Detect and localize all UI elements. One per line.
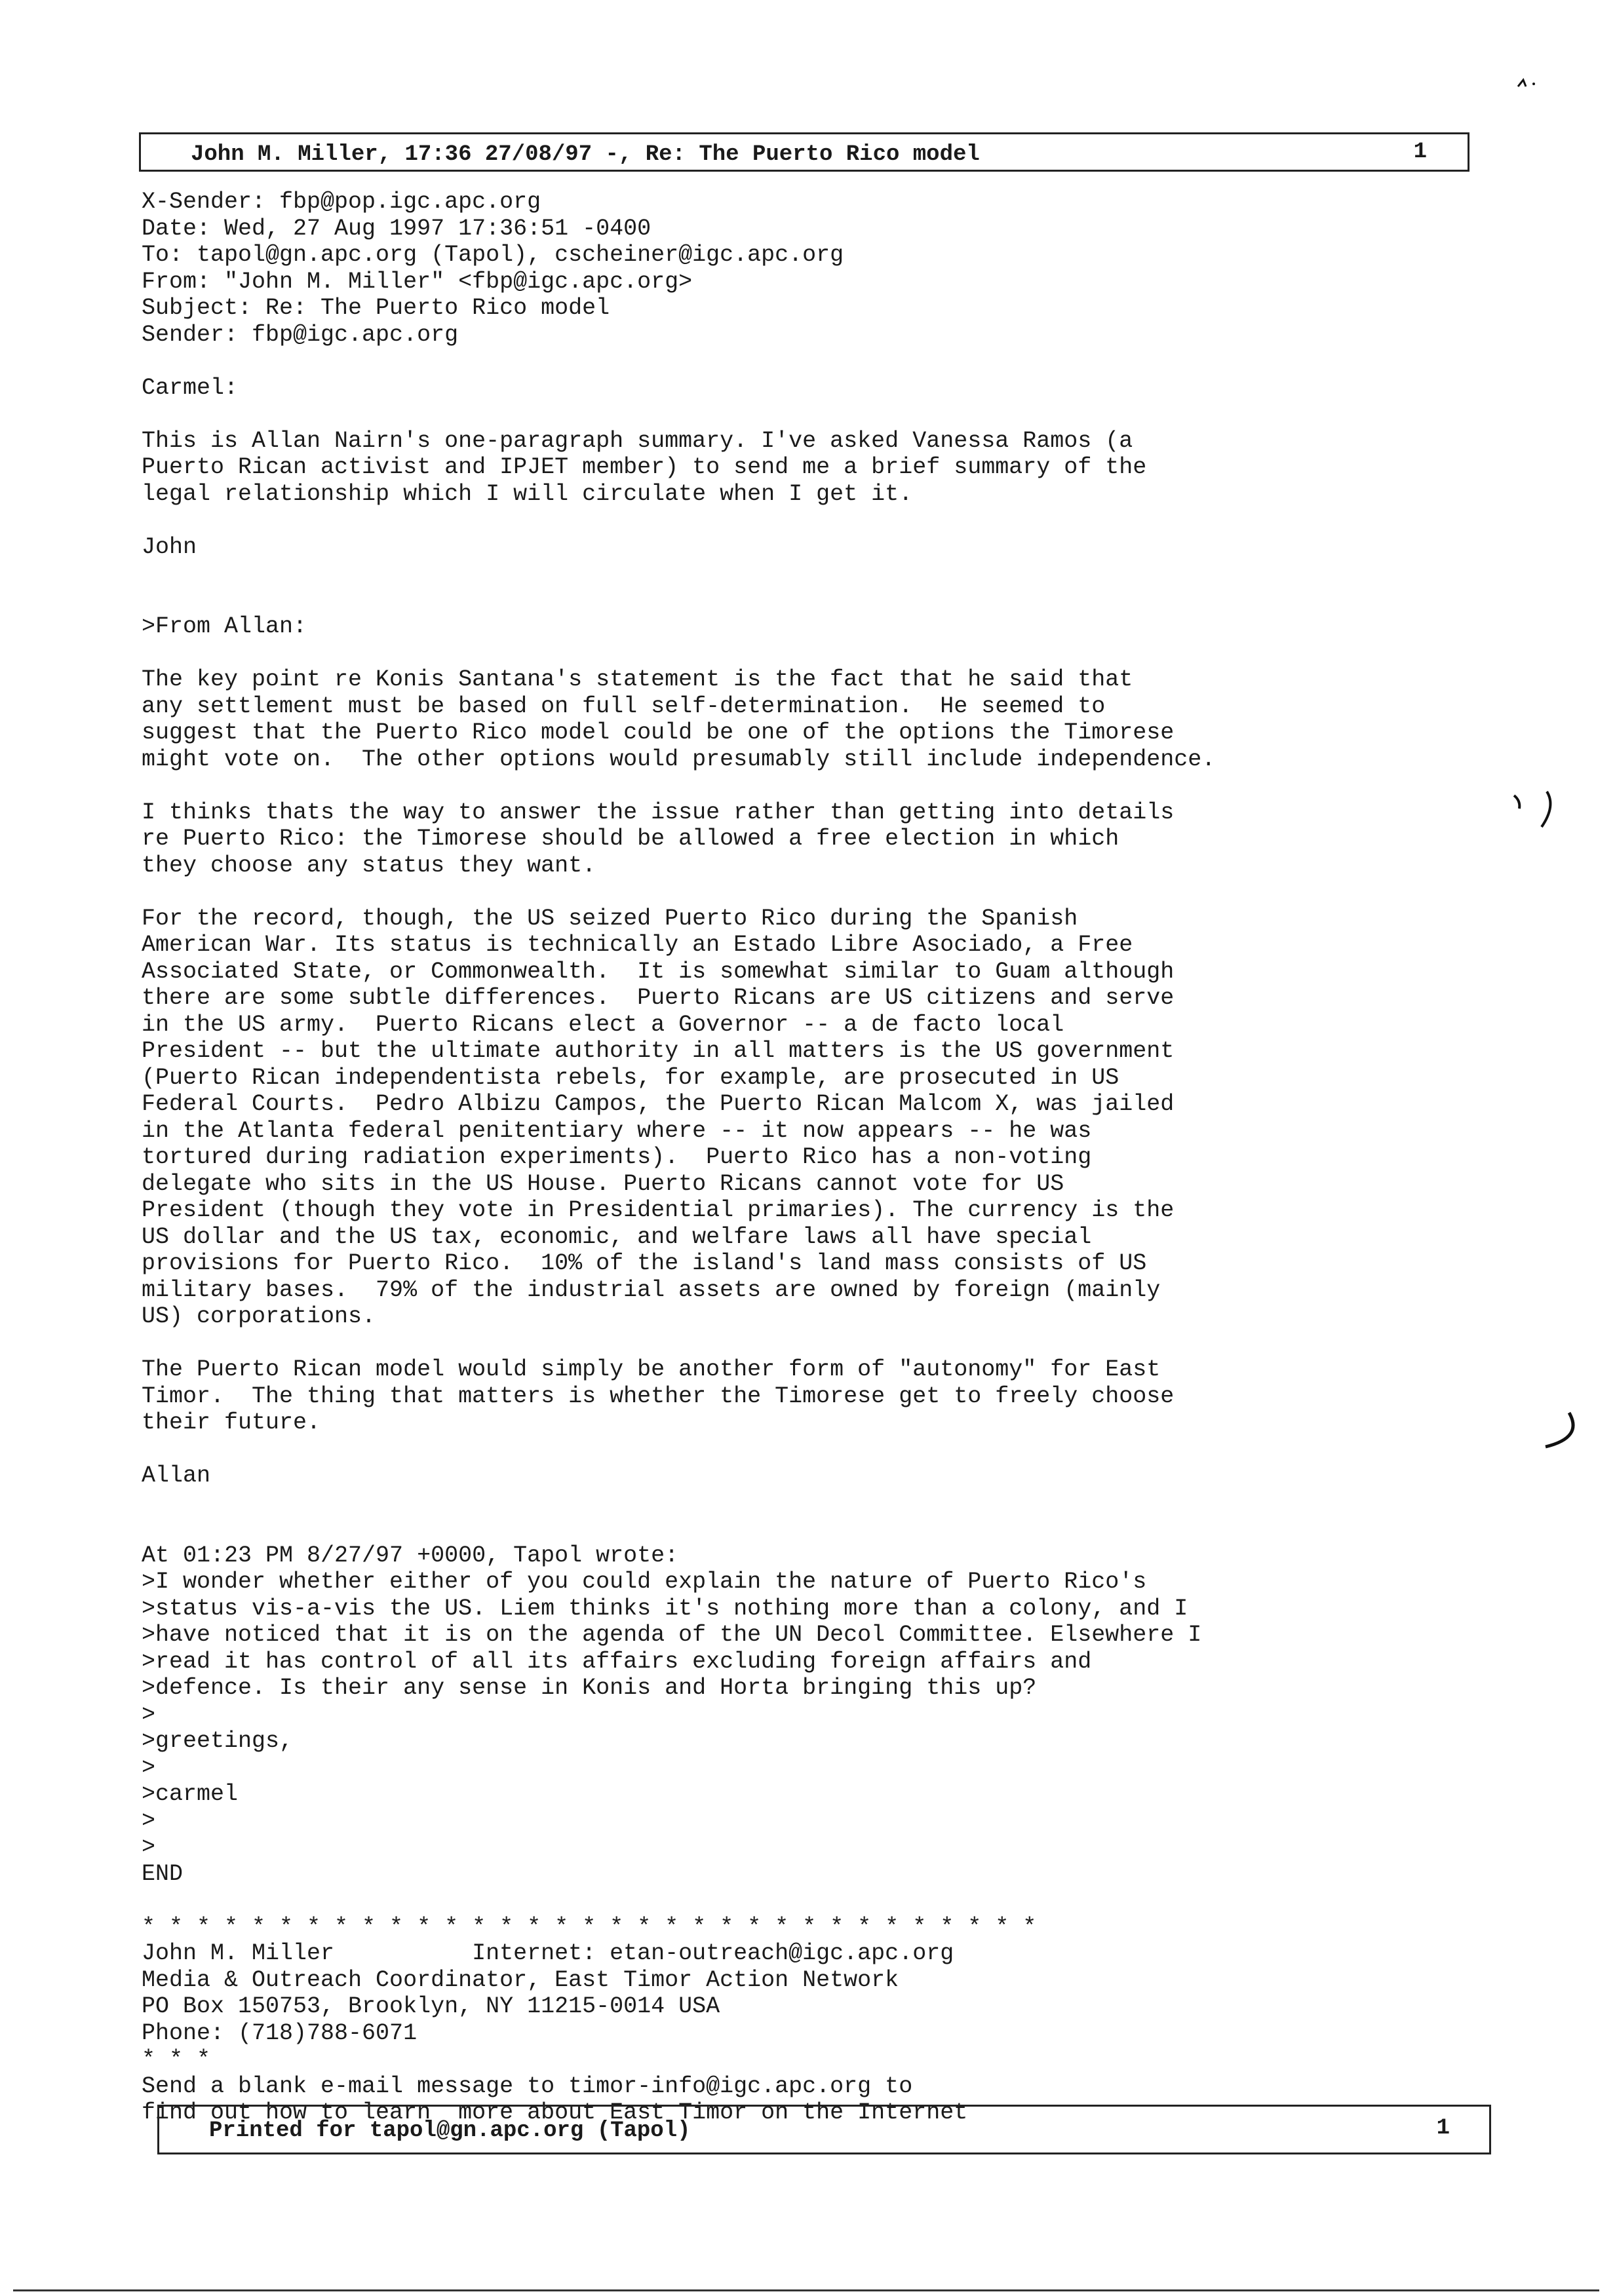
- email-line: [142, 507, 1452, 534]
- email-body: [142, 189, 1452, 2126]
- email-line: X-Sender: fbp@pop.igc.apc.org: [142, 189, 541, 215]
- email-line: Timor. The thing that matters is whether the Timorese get to freely choose: [142, 1383, 1175, 1409]
- email-line: >: [142, 1701, 156, 1728]
- email-line: I thinks thats the way to answer the issue rather than getting into details: [142, 799, 1175, 826]
- email-line: John: [142, 533, 197, 560]
- email-line: John M. Miller Internet: etan-outreach@igc.apc.org: [142, 1940, 954, 1966]
- email-line: >: [142, 1754, 156, 1781]
- email-line: [142, 1887, 1452, 1914]
- email-line: From: "John M. Miller" <fbp@igc.apc.org>: [142, 268, 693, 295]
- email-line: American War. Its status is technically an Estado Libre Asociado, a Free: [142, 932, 1133, 958]
- email-line: Puerto Rican activist and IPJET member) to send me a brief summary of the: [142, 454, 1147, 480]
- email-line: [142, 587, 1452, 614]
- email-line: their future.: [142, 1409, 321, 1436]
- email-line: US) corporations.: [142, 1303, 376, 1330]
- email-line: Media & Outreach Coordinator, East Timor Action Network: [142, 1966, 899, 1993]
- email-line: Allan: [142, 1463, 211, 1489]
- email-line: To: tapol@gn.apc.org (Tapol), cscheiner@igc.apc.org: [142, 242, 844, 268]
- email-line: [142, 1436, 1452, 1463]
- email-line: [142, 879, 1452, 906]
- bottom-edge-rule: [13, 2289, 1599, 2291]
- email-line: suggest that the Puerto Rico model could be one of the options the Timorese: [142, 719, 1175, 746]
- scan-artifact-mark: [1508, 786, 1560, 832]
- email-line: * * * * * * * * * * * * * * * * * * * * * * * * * * * * * * * * *: [142, 1913, 1037, 1940]
- email-line: in the US army. Puerto Ricans elect a Governor -- a de facto local: [142, 1011, 1064, 1038]
- print-header-title: John M. Miller, 17:36 27/08/97 -, Re: The Puerto Rico model: [191, 142, 980, 167]
- email-line: * * *: [142, 2046, 211, 2073]
- email-line: >I wonder whether either of you could explain the nature of Puerto Rico's: [142, 1569, 1147, 1595]
- email-line: >carmel: [142, 1781, 239, 1807]
- email-line: Federal Courts. Pedro Albizu Campos, the Puerto Rican Malcom X, was jailed: [142, 1091, 1175, 1117]
- email-line: President (though they vote in Presidential primaries). The currency is the: [142, 1197, 1175, 1223]
- email-line: Subject: Re: The Puerto Rico model: [142, 295, 610, 321]
- email-line: Carmel:: [142, 374, 239, 401]
- email-line: >read it has control of all its affairs excluding foreign affairs and: [142, 1648, 1092, 1675]
- email-line: might vote on. The other options would presumably still include independence.: [142, 746, 1216, 773]
- email-line: [142, 1516, 1452, 1542]
- email-line: any settlement must be based on full self-determination. He seemed to: [142, 693, 1106, 719]
- email-line: they choose any status they want.: [142, 852, 596, 879]
- email-line: For the record, though, the US seized Puerto Rico during the Spanish: [142, 905, 1078, 932]
- email-line: legal relationship which I will circulate when I get it.: [142, 480, 913, 507]
- email-line: Phone: (718)788-6071: [142, 2019, 418, 2046]
- email-line: [142, 1489, 1452, 1516]
- email-line: [142, 560, 1452, 587]
- scan-artifact-mark: [1538, 1409, 1590, 1461]
- email-line: provisions for Puerto Rico. 10% of the island's land mass consists of US: [142, 1250, 1147, 1276]
- print-header: [139, 132, 1469, 172]
- print-footer: [157, 2105, 1491, 2154]
- email-line: >greetings,: [142, 1728, 294, 1754]
- email-line: Sender: fbp@igc.apc.org: [142, 321, 459, 348]
- email-line: US dollar and the US tax, economic, and welfare laws all have special: [142, 1223, 1092, 1250]
- email-line: find out how to learn more about East Timor on the Internet: [142, 2099, 968, 2126]
- email-line: (Puerto Rican independentista rebels, for example, are prosecuted in US: [142, 1064, 1119, 1091]
- print-header-page-number: 1: [1413, 140, 1427, 164]
- email-line: At 01:23 PM 8/27/97 +0000, Tapol wrote:: [142, 1542, 679, 1569]
- email-line: President -- but the ultimate authority in all matters is the US government: [142, 1038, 1175, 1064]
- email-line: >: [142, 1807, 156, 1834]
- print-footer-page-number: 1: [1436, 2116, 1450, 2141]
- email-line: delegate who sits in the US House. Puerto Ricans cannot vote for US: [142, 1170, 1064, 1197]
- email-line: there are some subtle differences. Puerto Ricans are US citizens and serve: [142, 985, 1175, 1011]
- email-line: [142, 773, 1452, 799]
- email-line: This is Allan Nairn's one-paragraph summary. I've asked Vanessa Ramos (a: [142, 427, 1133, 454]
- email-line: >defence. Is their any sense in Konis and Horta bringing this up?: [142, 1675, 1037, 1701]
- scan-artifact-mark: [1514, 73, 1547, 93]
- email-line: tortured during radiation experiments). Puerto Rico has a non-voting: [142, 1144, 1092, 1170]
- email-line: [142, 348, 1452, 375]
- email-line: Send a blank e-mail message to timor-info@igc.apc.org to: [142, 2073, 913, 2099]
- email-line: [142, 401, 1452, 428]
- email-line: in the Atlanta federal penitentiary where -- it now appears -- he was: [142, 1117, 1092, 1144]
- email-line: >From Allan:: [142, 613, 307, 640]
- email-line: >: [142, 1834, 156, 1860]
- email-line: PO Box 150753, Brooklyn, NY 11215-0014 USA: [142, 1993, 720, 2019]
- email-line: The key point re Konis Santana's statement is the fact that he said that: [142, 666, 1133, 693]
- email-line: >status vis-a-vis the US. Liem thinks it's nothing more than a colony, and I: [142, 1595, 1188, 1622]
- email-line: >have noticed that it is on the agenda of the UN Decol Committee. Elsewhere I: [142, 1622, 1202, 1648]
- email-line: The Puerto Rican model would simply be another form of "autonomy" for East: [142, 1356, 1161, 1383]
- email-line: [142, 640, 1452, 667]
- email-line: Date: Wed, 27 Aug 1997 17:36:51 -0400: [142, 215, 652, 242]
- print-footer-title: Printed for tapol@gn.apc.org (Tapol): [209, 2118, 691, 2143]
- email-line: Associated State, or Commonwealth. It is somewhat similar to Guam although: [142, 958, 1175, 985]
- email-line: re Puerto Rico: the Timorese should be allowed a free election in which: [142, 826, 1119, 852]
- email-line: END: [142, 1860, 184, 1887]
- email-line: military bases. 79% of the industrial assets are owned by foreign (mainly: [142, 1276, 1161, 1303]
- email-line: [142, 1330, 1452, 1357]
